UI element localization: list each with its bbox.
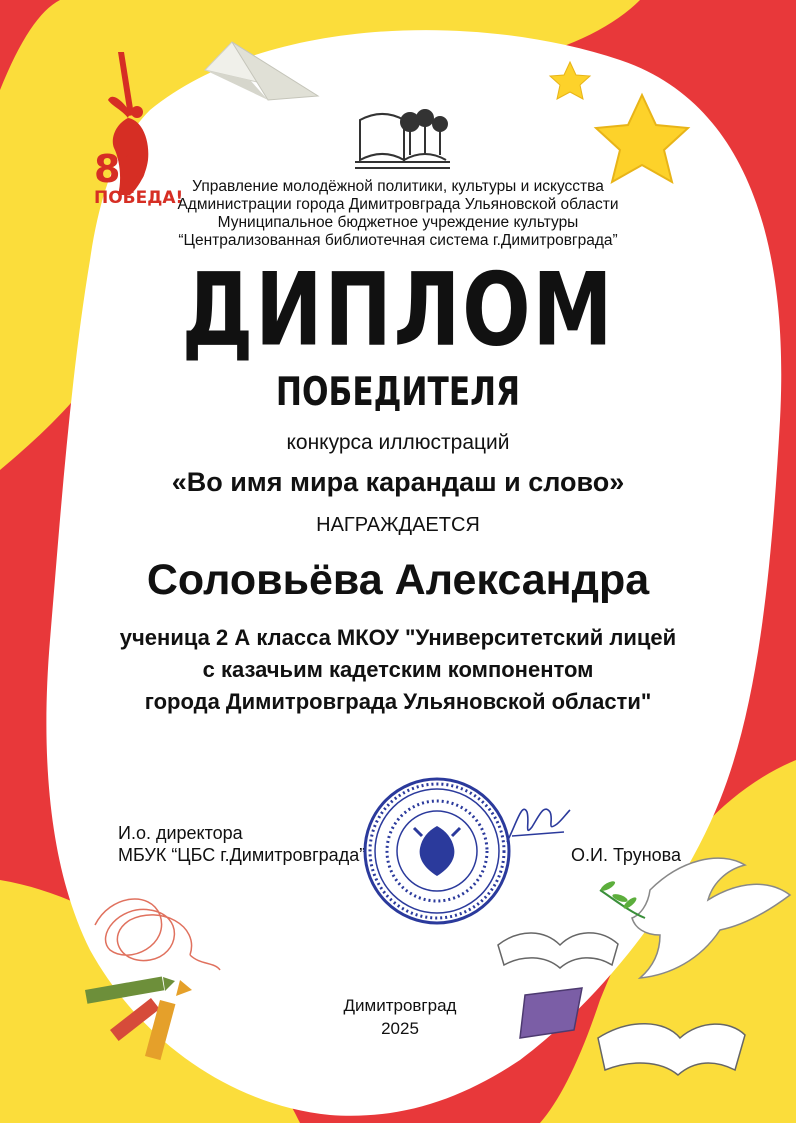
contest-name: «Во имя мира карандаш и слово» [171, 467, 625, 497]
winner-description [0, 622, 796, 718]
diploma-title: ДИПЛОМ [181, 251, 615, 369]
description-line-2: с казачьим кадетским компонентом [202, 657, 594, 682]
contest-type: конкурса иллюстраций [286, 431, 510, 454]
year: 2025 [381, 1019, 419, 1038]
position-line-1: И.о. директора [118, 823, 243, 843]
org-line-3: Муниципальное бюджетное учреждение культуры [217, 214, 579, 231]
description-line-1: ученица 2 А класса МКОУ "Университетский лицей [119, 625, 677, 650]
org-line-4: “Централизованная библиотечная система г.Димитровграда” [178, 232, 618, 249]
awarded-label: НАГРАЖДАЕТСЯ [316, 514, 480, 536]
position-line-2: МБУК “ЦБС г.Димитровграда” [118, 845, 366, 865]
org-line-2: Администрации города Димитровграда Ульяновской области [177, 196, 619, 213]
place-and-year [300, 994, 500, 1040]
winner-name: Соловьёва Александра [146, 556, 650, 604]
badge-number: 80 [94, 147, 147, 191]
official-stamp-icon [362, 776, 512, 926]
organization-header [0, 178, 796, 250]
diploma-subtitle: ПОБЕДИТЕЛЯ [275, 370, 521, 415]
badge-word: ПОБЕДА! [94, 188, 184, 208]
handwritten-signature [502, 792, 572, 852]
signatory-name: О.И. Трунова [571, 845, 682, 865]
city: Димитровград [343, 996, 457, 1015]
description-line-3: города Димитровграда Ульяновской области" [144, 689, 652, 714]
org-line-1: Управление молодёжной политики, культуры и искусства [192, 178, 604, 195]
signatory-position [118, 822, 365, 866]
